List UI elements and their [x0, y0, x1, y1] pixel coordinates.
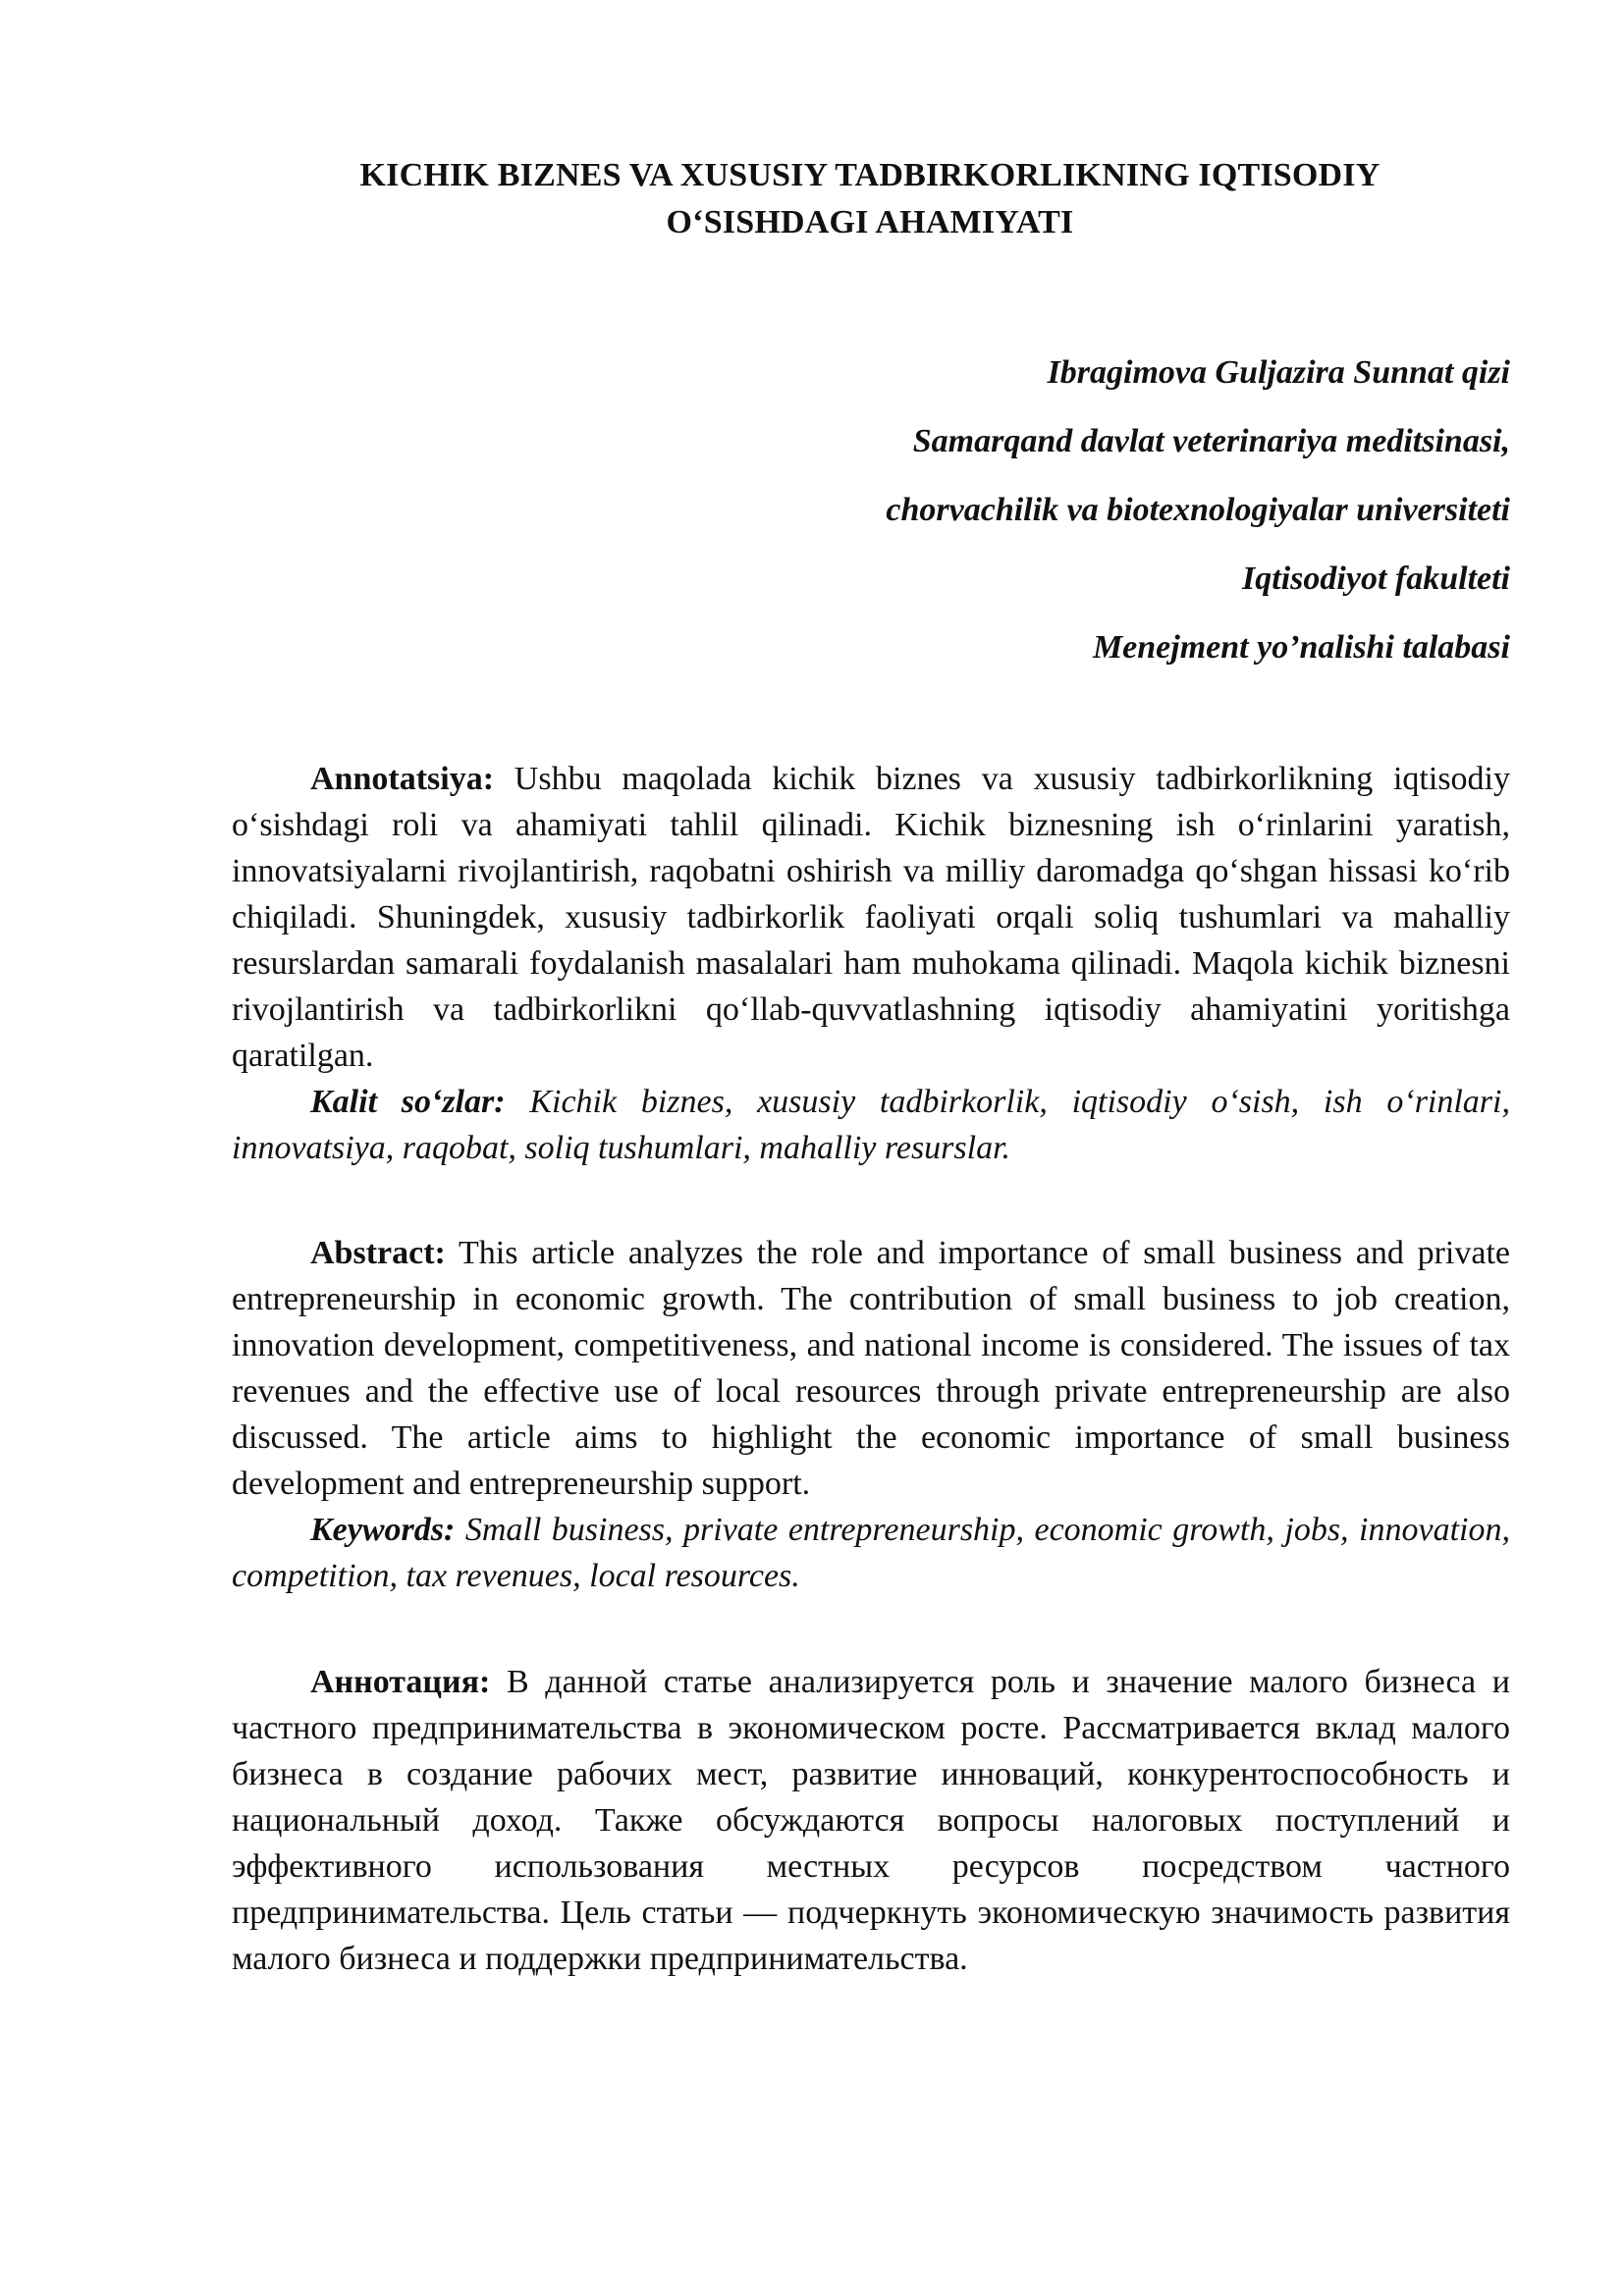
author-name: Ibragimova Guljazira Sunnat qizi	[1047, 354, 1510, 391]
annotation-ru-label: Аннотация:	[310, 1664, 491, 1700]
annotation-uz-label: Annotatsiya:	[310, 761, 495, 797]
abstract-en-text: This article analyzes the role and importance of small business and private entrepreneurship in economic growth. The contribution of small business to job creation, innovation development, competitiveness, and national income is considered. The issues of tax revenues and the effective use of local resources through private entrepreneurship are also discussed. The article aims to highlight the economic importance of small business development and entrepreneurship support.	[232, 1235, 1510, 1502]
keywords-uz-label: Kalit so‘zlar:	[310, 1084, 506, 1120]
keywords-uz-text: Kichik biznes, xususiy tadbirkorlik, iqtisodiy o‘sish, ish o‘rinlari, innovatsiya, raqobat, soliq tushumlari, mahalliy resurslar.	[232, 1084, 1510, 1166]
author-affiliation-line-1: Samarqand davlat veterinariya meditsinasi,	[912, 423, 1510, 459]
annotation-ru-section	[232, 1659, 1510, 1982]
keywords-en-text: Small business, private entrepreneurship, economic growth, jobs, innovation, competition, tax revenues, local resources.	[232, 1512, 1510, 1594]
author-block	[589, 339, 1510, 682]
annotation-uz-text: Ushbu maqolada kichik biznes va xususiy tadbirkorlikning iqtisodiy o‘sishdagi roli va ahamiyati tahlil qilinadi. Kichik biznesning ish o‘rinlarini yaratish, innovatsiyalarni rivojlantirish, raqobatni oshirish va milliy daromadga qo‘shgan hissasi ko‘rib chiqiladi. Shuningdek, xususiy tadbirkorlik faoliyati orqali soliq tushumlari va mahalliy resurslardan samarali foydalanish masalalari ham muhokama qilinadi. Maqola kichik biznesni rivojlantirish va tadbirkorlikni qo‘llab-quvvatlashning iqtisodiy ahamiyatini yoritishga qaratilgan.	[232, 761, 1510, 1074]
author-status: Menejment yo’nalishi talabasi	[1092, 629, 1510, 666]
keywords-en-paragraph	[232, 1507, 1510, 1599]
abstract-en-section	[232, 1230, 1510, 1599]
abstract-en-label: Abstract:	[310, 1235, 446, 1271]
annotation-uz-section	[232, 756, 1510, 1171]
annotation-ru-text: В данной статье анализируется роль и значение малого бизнеса и частного предпринимательства в экономическом росте. Рассматривается вклад малого бизнеса в создание рабочих мест, развитие инноваций, конкурентоспособность и национальный доход. Также обсуждаются вопросы налоговых поступлений и эффективного использования местных ресурсов посредством частного предпринимательства. Цель статьи — подчеркнуть экономическую значимость развития малого бизнеса и поддержки предпринимательства.	[232, 1664, 1510, 1977]
title-line-2: O‘SISHDAGI AHAMIYATI	[666, 204, 1074, 240]
keywords-uz-paragraph	[232, 1079, 1510, 1171]
annotation-ru-paragraph	[232, 1659, 1510, 1982]
author-affiliation-line-2: chorvachilik va biotexnologiyalar universiteti	[886, 492, 1510, 528]
author-faculty: Iqtisodiyot fakulteti	[1242, 561, 1510, 597]
paper-title	[232, 152, 1508, 246]
title-line-1: KICHIK BIZNES VA XUSUSIY TADBIRKORLIKNING IQTISODIY	[359, 157, 1380, 193]
keywords-en-label: Keywords:	[310, 1512, 456, 1548]
annotation-uz-paragraph	[232, 756, 1510, 1079]
abstract-en-paragraph	[232, 1230, 1510, 1507]
